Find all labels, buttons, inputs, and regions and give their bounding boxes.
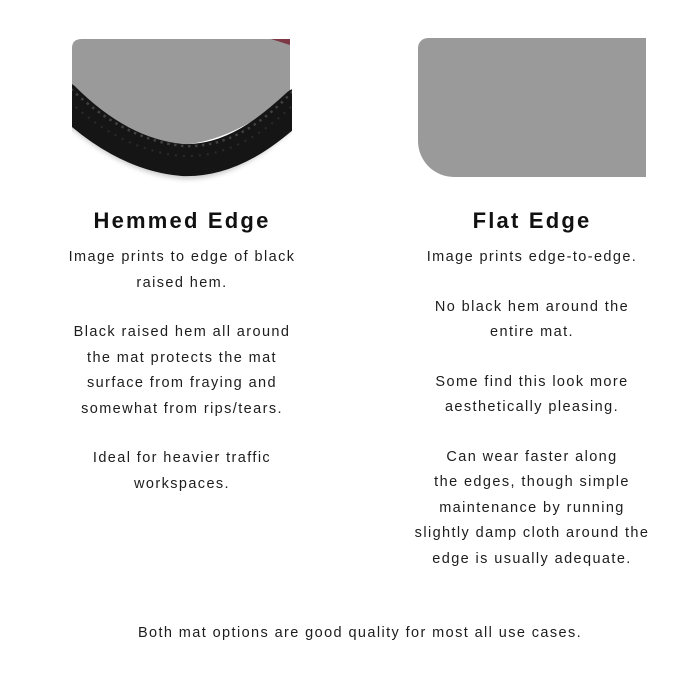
flat-edge-mat-illustration xyxy=(418,38,646,177)
hemmed-paragraph-2: Black raised hem all around the mat protects the mat surface from fraying and somewhat from rips/tears. xyxy=(73,324,291,417)
flat-edge-heading: Flat Edge xyxy=(472,208,592,233)
comparison-columns xyxy=(0,38,700,596)
flat-edge-photo xyxy=(364,38,700,180)
flat-paragraph-1: Image prints edge-to-edge. xyxy=(426,249,638,265)
flat-edge-column xyxy=(350,38,700,596)
hemmed-paragraph-1: Image prints to edge of black raised hem. xyxy=(68,249,296,291)
hemmed-edge-column xyxy=(0,38,350,596)
hemmed-edge-photo xyxy=(14,38,350,180)
flat-paragraph-3: Some find this look more aesthetically pleasing. xyxy=(435,373,629,415)
hemmed-edge-heading: Hemmed Edge xyxy=(93,208,271,233)
footer-note: Both mat options are good quality for most all use cases. xyxy=(137,625,583,641)
flat-paragraph-4: Can wear faster along the edges, though simple maintenance by running slightly damp cloth around the edge is usually adequate. xyxy=(414,448,650,567)
hemmed-edge-mat-illustration xyxy=(72,38,292,184)
hemmed-paragraph-3: Ideal for heavier traffic workspaces. xyxy=(92,450,272,492)
flat-paragraph-2: No black hem around the entire mat. xyxy=(434,298,630,340)
